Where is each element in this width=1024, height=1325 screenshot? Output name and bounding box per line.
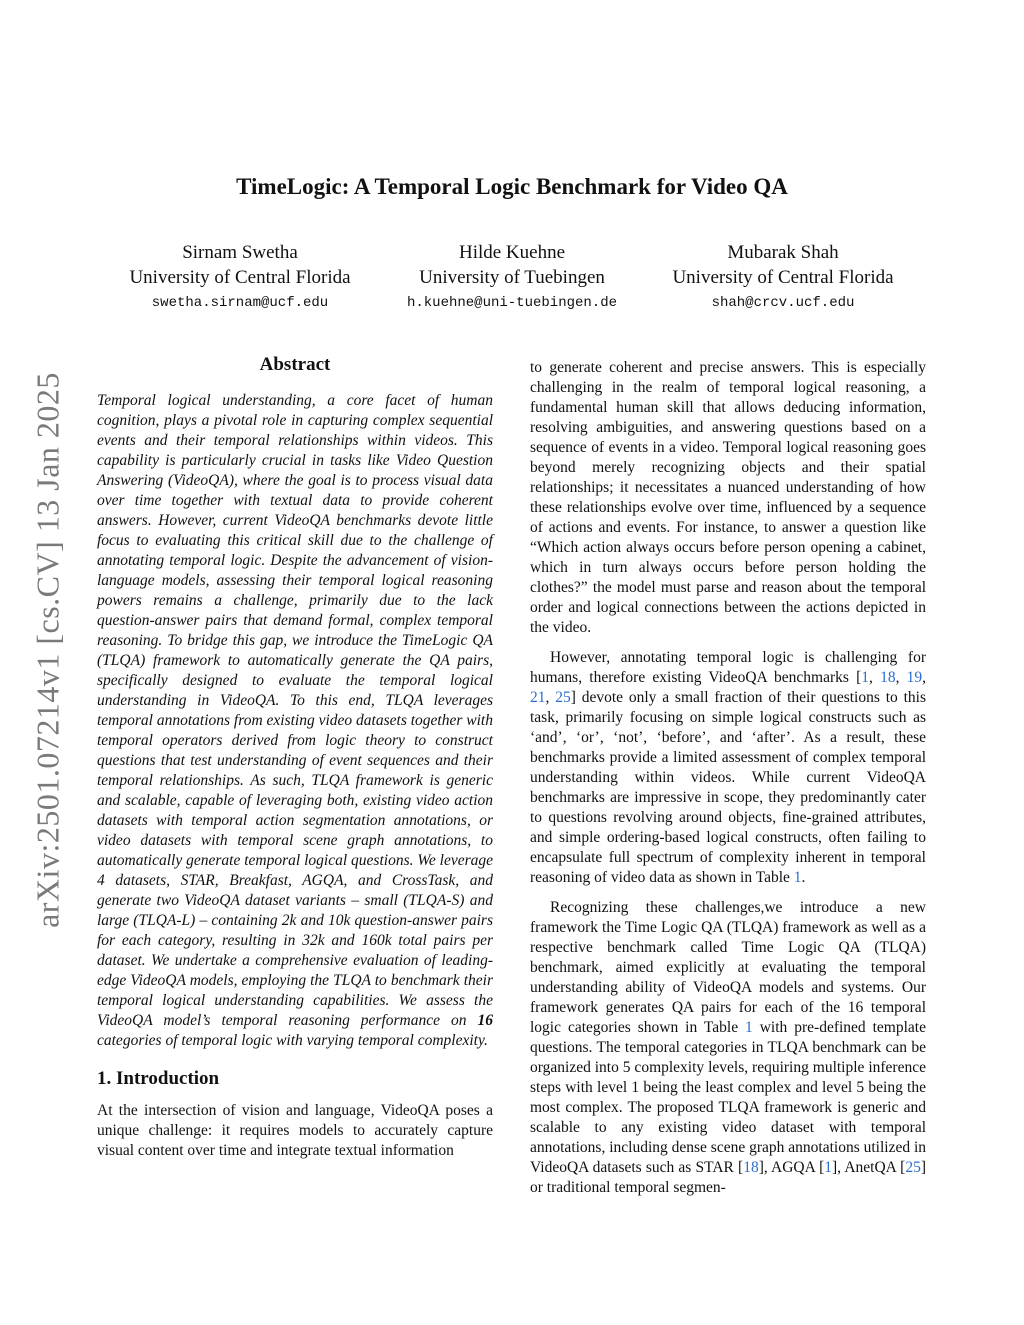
citation-link[interactable]: 18 bbox=[743, 1159, 759, 1176]
text: with pre-defined template questions. The temporal categories in TLQA benchmark can be organized into 5 complexity levels, requiring multiple inference steps with level 1 being the least complex and level 5 being the most complex. The proposed TLQA framework is generic and scalable to any existing video dataset with temporal annotations, including dense scene graph annotations utilized in VideoQA datasets such as STAR [ bbox=[530, 1019, 927, 1176]
citation-link[interactable]: 19 bbox=[906, 669, 923, 686]
abstract-text-part-1: Temporal logical understanding, a core facet of human cognition, plays a pivotal role in capturing complex sequential events and their temporal relationships within videos. This capability is particularly crucial in tasks like Video Question Answering (VideoQA), where the goal is to process visual data over time together with textual data to provide coherent answers. However, current VideoQA benchmarks devote little focus to evaluating this critical skill due to the challenge of annotating temporal logic. Despite the advancement of vision-language models, assessing their temporal logical reasoning powers remains a challenge, primarily due to the lack question-answer pairs that demand formal, complex temporal reasoning. To bridge this gap, we introduce the TimeLogic QA (TLQA) framework to automatically generate the QA pairs, specifically designed to evaluate the temporal logical understanding in VideoQA. To this end, TLQA leverages temporal annotations from existing video datasets together with temporal operators derived from logic theory to construct questions that test understanding of event sequences and their temporal relationships. As such, TLQA framework is generic and scalable, capable of leveraging both, existing video action datasets with temporal action segmentation annotations, or video datasets with temporal scene graph annotations, to automatically generate temporal logical questions. We leverage 4 datasets, STAR, Breakfast, AGQA, and CrossTask, and generate two VideoQA dataset variants – small (TLQA-S) and large (TLQA-L) – containing 2k and 10k question-answer pairs for each category, resulting in 32k and 160k total pairs per dataset. We undertake a comprehensive evaluation of leading-edge VideoQA models, employing the TLQA to benchmark their temporal logical understanding capabilities. We assess the VideoQA model’s temporal reasoning performance on bbox=[97, 392, 493, 1029]
text: ], AnetQA [ bbox=[832, 1159, 906, 1176]
left-column bbox=[97, 355, 493, 1171]
author-email: h.kuehne@uni-tuebingen.de bbox=[406, 295, 618, 311]
citation-link[interactable]: 25 bbox=[555, 689, 571, 706]
citation-link[interactable]: 21 bbox=[530, 689, 546, 706]
abstract-body bbox=[97, 391, 493, 1051]
right-column bbox=[530, 358, 926, 1208]
citation-link[interactable]: 1 bbox=[824, 1159, 833, 1176]
author-block-3 bbox=[658, 240, 908, 316]
author-email: shah@crcv.ucf.edu bbox=[711, 295, 855, 311]
author-email: swetha.sirnam@ucf.edu bbox=[151, 295, 329, 311]
author-block-1 bbox=[115, 240, 365, 316]
author-affiliation: University of Tuebingen bbox=[419, 267, 605, 288]
table-reference-link[interactable]: 1 bbox=[745, 1019, 753, 1036]
text: ] devote only a small fraction of their questions to this task, primarily focusing on simple logical constructs such as ‘and’, ‘or’, ‘not’, ‘before’, and ‘after’. As a result, these benchmarks provide a limited assessment of complex temporal understanding within videos. While current VideoQA benchmarks are impressive in scope, they predominantly cater to questions revolving around objects, fine-grained attributes, and simple ordering-based logical constructs, often failing to encapsulate full spectrum of complexity inherent in temporal reasoning of video data as shown in Table bbox=[530, 689, 926, 886]
author-name: Hilde Kuehne bbox=[458, 242, 566, 263]
abstract-bold-count: 16 bbox=[477, 1012, 493, 1029]
table-reference-link[interactable]: 1 bbox=[793, 869, 802, 886]
intro-paragraph-1: At the intersection of vision and language, VideoQA poses a unique challenge: it requires models to accurately capture visual content over time and integrate textual information bbox=[97, 1102, 493, 1159]
paper-title: TimeLogic: A Temporal Logic Benchmark for Video QA bbox=[236, 174, 788, 199]
author-name: Mubarak Shah bbox=[727, 242, 839, 263]
intro-paragraph-2: However, annotating temporal logic is challenging for humans, therefore existing VideoQA benchmarks [1, 18, 19, 21, 25] devote only a small fraction of their questions to this task, primarily focusing on simple logical constructs such as ‘and’, ‘or’, ‘not’, ‘before’, and ‘after’. As a result, these benchmarks provide a limited assessment of complex temporal understanding within videos. While current VideoQA benchmarks are impressive in scope, they predominantly cater to questions revolving around objects, fine-grained attributes, and simple ordering-based logical constructs, often failing to encapsulate full spectrum of complexity inherent in temporal reasoning of video data as shown in Table 1. bbox=[530, 649, 927, 886]
intro-paragraph-1-continued: to generate coherent and precise answers. This is especially challenging in the realm of temporal logical reasoning, a fundamental human skill that allows deducing information, resolving ambiguities, and answering questions based on a sequence of events in a video. Temporal logical reasoning goes beyond merely recognizing objects and their spatial relationships; it necessitates a nuanced understanding of how these relationships evolve over time, influenced by a sequence of actions and events. For instance, to answer a question like “Which action always occurs before person opening a cabinet, which in turn always occurs before person holding the clothes?” the model must parse and reason about the temporal order and logical connections between the actions depicted in the video. bbox=[530, 359, 926, 636]
section-heading-introduction: 1. Introduction bbox=[97, 1068, 220, 1089]
text: ] or traditional temporal segmen- bbox=[530, 1159, 926, 1196]
author-name: Sirnam Swetha bbox=[182, 242, 298, 263]
abstract-heading: Abstract bbox=[259, 354, 331, 375]
arxiv-sidebar bbox=[8, 360, 88, 940]
author-block-2 bbox=[387, 240, 637, 316]
author-affiliation: University of Central Florida bbox=[129, 267, 351, 288]
text: . bbox=[801, 869, 806, 886]
text: Recognizing these challenges,we introduce a new framework the Time Logic QA (TLQA) framework as well as a respective benchmark called Time Logic QA (TLQA) benchmark, aimed explicitly at evaluating the temporal understanding ability of VideoQA models and systems. Our framework generates QA pairs for each of the 16 temporal logic categories shown in Table bbox=[530, 899, 926, 1036]
arxiv-identifier: arXiv:2501.07214v1 [cs.CV] 13 Jan 2025 bbox=[29, 372, 66, 928]
abstract-text-part-2: categories of temporal logic with varying temporal complexity. bbox=[97, 1032, 488, 1049]
citation-link[interactable]: 25 bbox=[905, 1159, 921, 1176]
intro-paragraph-3 bbox=[530, 898, 926, 1198]
author-affiliation: University of Central Florida bbox=[672, 267, 894, 288]
citation-link[interactable]: 18 bbox=[880, 669, 896, 686]
text: ], AGQA [ bbox=[758, 1159, 825, 1176]
citation-link[interactable]: 1 bbox=[861, 669, 870, 686]
text: However, annotating temporal logic is challenging for humans, therefore existing VideoQA benchmarks [ bbox=[530, 649, 926, 686]
